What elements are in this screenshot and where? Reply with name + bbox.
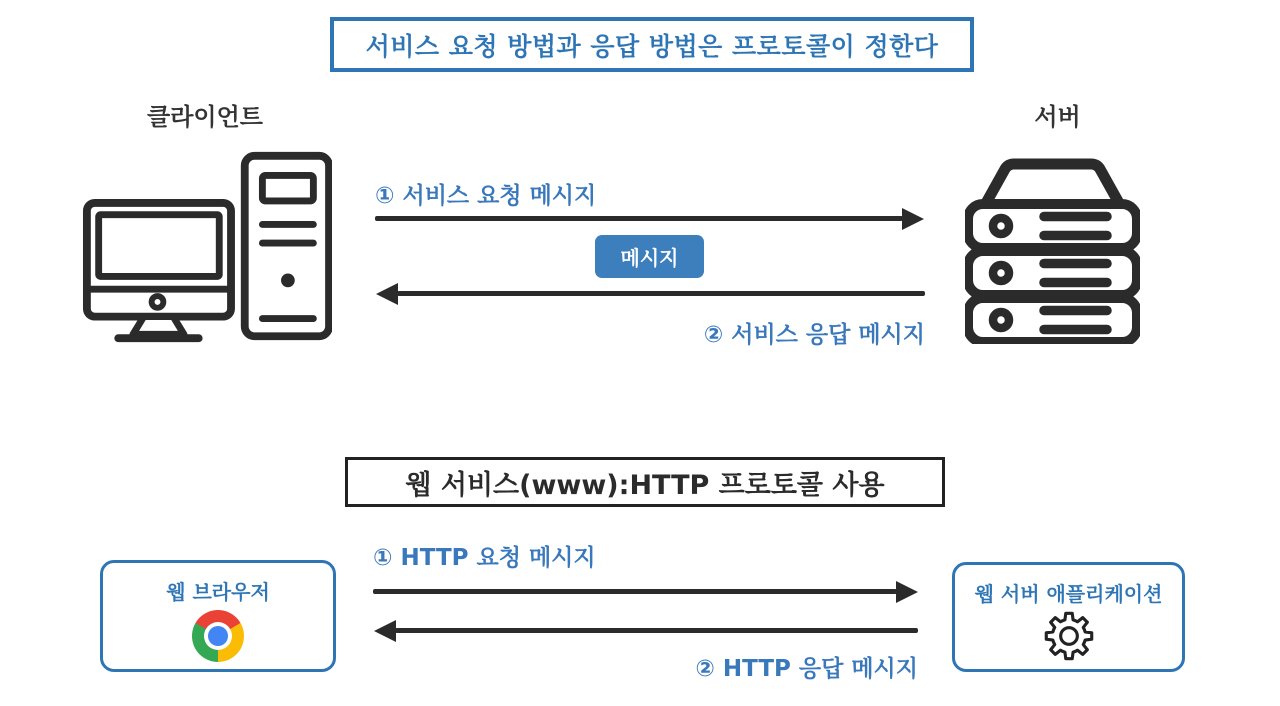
web-service-heading-box	[345, 457, 945, 507]
http-response-label: ② HTTP 응답 메시지	[695, 656, 918, 682]
web-service-heading-text: 웹 서비스(www):HTTP 프로토콜 사용	[405, 469, 885, 501]
desktop-computer-icon	[82, 150, 332, 346]
http-request-label: ① HTTP 요청 메시지	[373, 545, 596, 571]
protocol-title-box	[330, 17, 974, 72]
web-browser-label: 웹 브라우저	[166, 580, 270, 604]
web-browser-box	[100, 560, 336, 672]
client-label: 클라이언트	[147, 103, 263, 131]
message-badge: 메시지	[595, 235, 704, 278]
protocol-title-text: 서비스 요청 방법과 응답 방법은 프로토콜이 정한다	[365, 31, 939, 61]
server-label: 서버	[1034, 103, 1081, 131]
service-request-arrow-icon	[375, 216, 903, 221]
chrome-browser-icon	[192, 610, 244, 662]
web-server-app-label: 웹 서버 애플리케이션	[974, 582, 1163, 606]
http-response-arrow-icon	[395, 628, 918, 633]
service-response-label: ② 서비스 응답 메시지	[703, 322, 925, 348]
web-server-app-box	[952, 562, 1185, 672]
service-request-label: ① 서비스 요청 메시지	[375, 183, 597, 209]
gear-icon	[1044, 611, 1094, 661]
server-stack-icon	[965, 152, 1140, 344]
http-request-arrow-icon	[373, 589, 897, 594]
service-response-arrow-icon	[397, 291, 925, 296]
